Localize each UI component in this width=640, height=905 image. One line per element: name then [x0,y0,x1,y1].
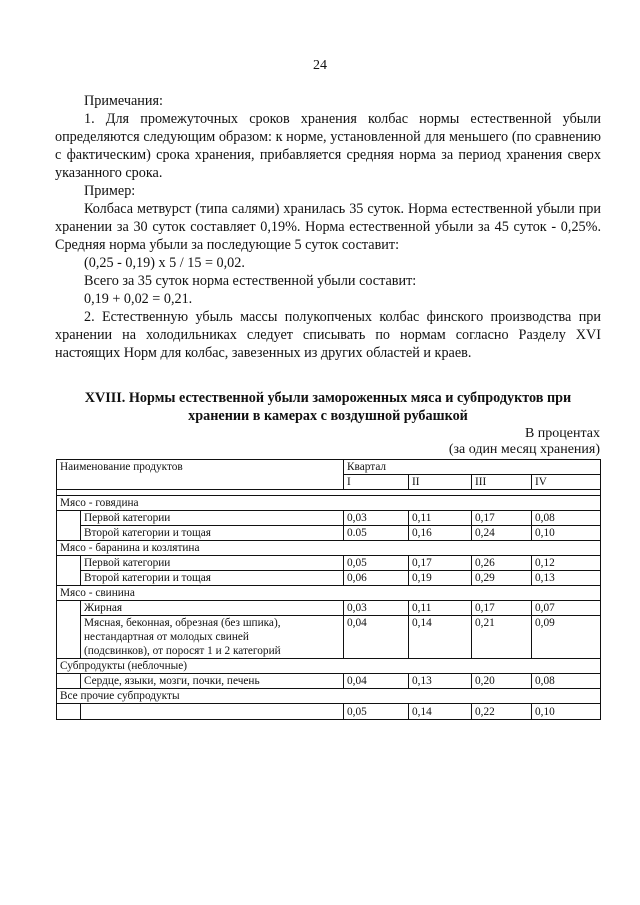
total-text: Всего за 35 суток норма естественной убыли составит: [84,273,417,289]
value-q1: 0.05 [344,526,409,541]
unit-label: В процентах [524,426,600,441]
product-name [81,704,344,720]
table-row [57,571,601,586]
header-q1: I [344,475,409,490]
product-name: Второй категории и тощая [81,571,344,586]
header-row [57,460,601,475]
formula-2: 0,19 + 0,02 = 0,21. [84,291,193,307]
table-row [57,511,601,526]
value-q3: 0,22 [472,704,532,720]
product-name-line: (подсвинков), от поросят 1 и 2 категорий [84,645,281,657]
product-name: Жирная [81,601,344,616]
notes-heading: Примечания: [84,93,163,109]
header-q2: II [409,475,472,490]
value-q2: 0,19 [409,571,472,586]
formula-1: (0,25 - 0,19) х 5 / 15 = 0,02. [84,255,245,271]
table-row [57,616,601,659]
value-q3: 0,17 [472,601,532,616]
group-name: Субпродукты (неблочные) [57,659,601,674]
page-number: 24 [313,58,327,73]
value-q1: 0,06 [344,571,409,586]
value-q2: 0,17 [409,556,472,571]
indent-cell [57,526,81,541]
value-q2: 0,14 [409,616,472,659]
product-name: Сердце, языки, мозги, почки, печень [81,674,344,689]
group-name: Мясо - свинина [57,586,601,601]
value-q4: 0,10 [532,526,601,541]
value-q2: 0,14 [409,704,472,720]
value-q1: 0,05 [344,704,409,720]
indent-cell [57,571,81,586]
note-1: 1. Для промежуточных сроков хранения колбас нормы естественной убыли определяются следующим образом: к норме, установленной для меньшего (по сравнению с фактическим) срока хранения, прибавляется средняя норма за период хранения сверх указанного срока. [55,111,601,181]
product-name: Первой категории [81,511,344,526]
value-q3: 0,21 [472,616,532,659]
norms-table [56,459,601,720]
group-name: Мясо - говядина [57,496,601,511]
value-q4: 0,09 [532,616,601,659]
note-2: 2. Естественную убыль массы полукопченых колбас финского производства при хранении на холодильниках следует списывать по нормам согласно Разделу XVI настоящих Норм для колбас, завезенных из других областей и краев. [55,309,601,361]
value-q3: 0,17 [472,511,532,526]
group-row [57,496,601,511]
notes-section [55,92,601,362]
indent-cell [57,674,81,689]
group-row [57,689,601,704]
indent-cell [57,556,81,571]
header-q4: IV [532,475,601,490]
value-q1: 0,03 [344,601,409,616]
product-name: Второй категории и тощая [81,526,344,541]
product-name-line: Мясная, беконная, обрезная (без шпика), [84,617,281,629]
group-name: Мясо - баранина и козлятина [57,541,601,556]
value-q4: 0,12 [532,556,601,571]
header-q3: III [472,475,532,490]
value-q1: 0,04 [344,616,409,659]
value-q4: 0,13 [532,571,601,586]
value-q3: 0,29 [472,571,532,586]
indent-cell [57,616,81,659]
group-row [57,586,601,601]
value-q4: 0,07 [532,601,601,616]
period-label: (за один месяц хранения) [448,442,600,457]
product-name: Первой категории [81,556,344,571]
indent-cell [57,601,81,616]
table-row [57,704,601,720]
example-text: Колбаса метвурст (типа салями) хранилась 35 суток. Норма естественной убыли при хранении за 30 суток составляет 0,19%. Норма естественной убыли за 45 суток - 0,25%. Средняя норма убыли за последующие 5 суток составит: [55,201,601,253]
table-row [57,601,601,616]
table-row [57,526,601,541]
header-name: Наименование продуктов [57,460,344,490]
value-q1: 0,05 [344,556,409,571]
value-q2: 0,11 [409,511,472,526]
product-name-line: нестандартная от молодых свиней [84,631,249,643]
indent-cell [57,511,81,526]
value-q4: 0,08 [532,674,601,689]
section-title-line-2: хранении в камерах с воздушной рубашкой [188,408,468,424]
section-title [55,389,601,425]
value-q3: 0,20 [472,674,532,689]
example-label: Пример: [84,183,136,199]
table-row [57,674,601,689]
group-row [57,659,601,674]
group-name: Все прочие субпродукты [57,689,601,704]
value-q3: 0,26 [472,556,532,571]
value-q4: 0,08 [532,511,601,526]
value-q3: 0,24 [472,526,532,541]
table-row [57,556,601,571]
header-quarter: Квартал [344,460,601,475]
group-row [57,541,601,556]
section-title-line-1: XVIII. Нормы естественной убыли замороженных мяса и субпродуктов при [84,390,572,406]
indent-cell [57,704,81,720]
value-q2: 0,11 [409,601,472,616]
product-name [81,616,344,659]
value-q1: 0,04 [344,674,409,689]
value-q2: 0,16 [409,526,472,541]
value-q4: 0,10 [532,704,601,720]
value-q1: 0,03 [344,511,409,526]
value-q2: 0,13 [409,674,472,689]
